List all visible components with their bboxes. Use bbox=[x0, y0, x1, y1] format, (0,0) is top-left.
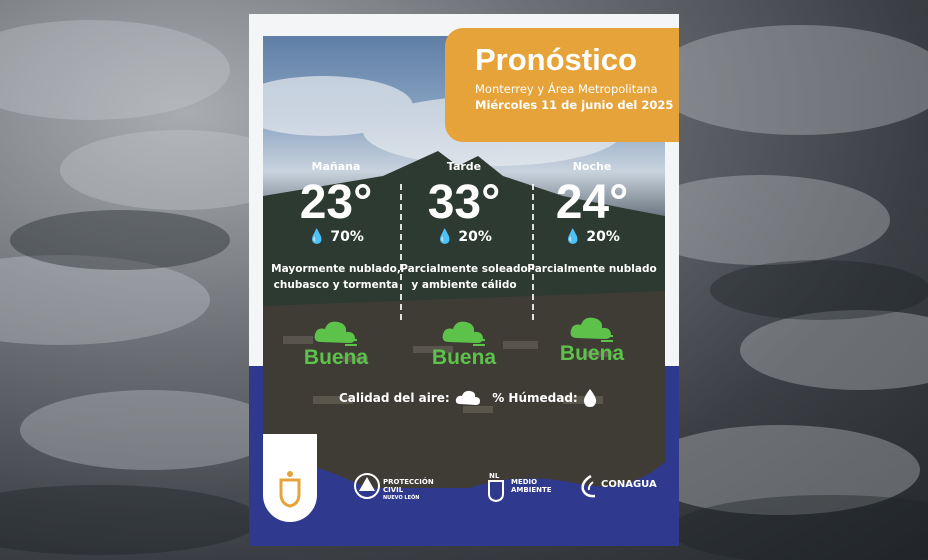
description-line: chubasco y tormenta bbox=[273, 279, 399, 291]
page-title: Pronóstico bbox=[475, 42, 637, 77]
drop-icon: 💧 bbox=[436, 229, 454, 245]
forecast-card bbox=[249, 14, 679, 546]
conagua-logo-text: CONAGUA bbox=[601, 479, 657, 490]
forecast-date: Miércoles 11 de junio del 2025 bbox=[475, 98, 674, 112]
rain-value: 20% bbox=[586, 229, 620, 245]
weather-description bbox=[397, 261, 531, 293]
legend bbox=[339, 388, 598, 408]
rain-probability bbox=[397, 229, 531, 245]
drop-icon bbox=[582, 388, 598, 408]
medio-ambiente-logo-text bbox=[511, 478, 552, 494]
drop-icon: 💧 bbox=[308, 229, 326, 245]
location-subtitle: Monterrey y Área Metropolitana bbox=[475, 82, 658, 96]
period-label: Mañana bbox=[311, 160, 361, 173]
description-line: y ambiente cálido bbox=[411, 279, 517, 291]
conagua-logo-icon bbox=[579, 474, 601, 498]
period-label: Noche bbox=[572, 160, 612, 173]
forecast-afternoon bbox=[397, 160, 531, 293]
medio-ambiente-nl: NL bbox=[489, 472, 500, 480]
humidity-legend-label: % Húmedad: bbox=[492, 391, 578, 405]
air-quality-status: Buena bbox=[431, 346, 497, 369]
description-line: Parcialmente nublado bbox=[527, 263, 657, 275]
weather-description bbox=[525, 261, 659, 277]
temperature: 24° bbox=[555, 176, 629, 229]
logo-text: MEDIO bbox=[511, 478, 538, 486]
proteccion-civil-logo-icon bbox=[353, 472, 381, 500]
rain-probability bbox=[269, 229, 403, 245]
rain-value: 20% bbox=[458, 229, 492, 245]
shield-icon bbox=[263, 434, 317, 522]
logo-text: CIVIL bbox=[383, 486, 404, 494]
cloud-wind-icon bbox=[311, 318, 361, 348]
rain-probability bbox=[525, 229, 659, 245]
period-label: Tarde bbox=[446, 160, 482, 173]
weather-description bbox=[269, 261, 403, 293]
cloud-wind-icon bbox=[439, 318, 489, 348]
temperature: 33° bbox=[427, 176, 501, 229]
air-quality-legend-label: Calidad del aire: bbox=[339, 391, 450, 405]
description-line: Mayormente nublado, bbox=[271, 263, 401, 275]
temperature: 23° bbox=[299, 176, 373, 229]
description-line: Parcialmente soleado bbox=[400, 263, 528, 275]
drop-icon: 💧 bbox=[564, 229, 582, 245]
air-quality-status: Buena bbox=[303, 346, 369, 369]
logo-text: PROTECCIÓN bbox=[383, 478, 434, 486]
air-quality-night bbox=[525, 314, 659, 366]
forecast-night bbox=[525, 160, 659, 277]
proteccion-civil-logo-text bbox=[383, 478, 434, 502]
logo-text: AMBIENTE bbox=[511, 486, 552, 494]
cloud-wind-icon bbox=[454, 389, 484, 407]
air-quality-status: Buena bbox=[559, 342, 625, 365]
forecast-morning bbox=[269, 160, 403, 293]
air-quality-afternoon bbox=[397, 318, 531, 370]
medio-ambiente-logo-icon bbox=[487, 480, 505, 502]
rain-value: 70% bbox=[330, 229, 364, 245]
nuevo-leon-shield-logo bbox=[263, 434, 317, 522]
cloud-wind-icon bbox=[567, 314, 617, 344]
logo-text: NUEVO LEÓN bbox=[383, 495, 420, 501]
air-quality-morning bbox=[269, 318, 403, 370]
